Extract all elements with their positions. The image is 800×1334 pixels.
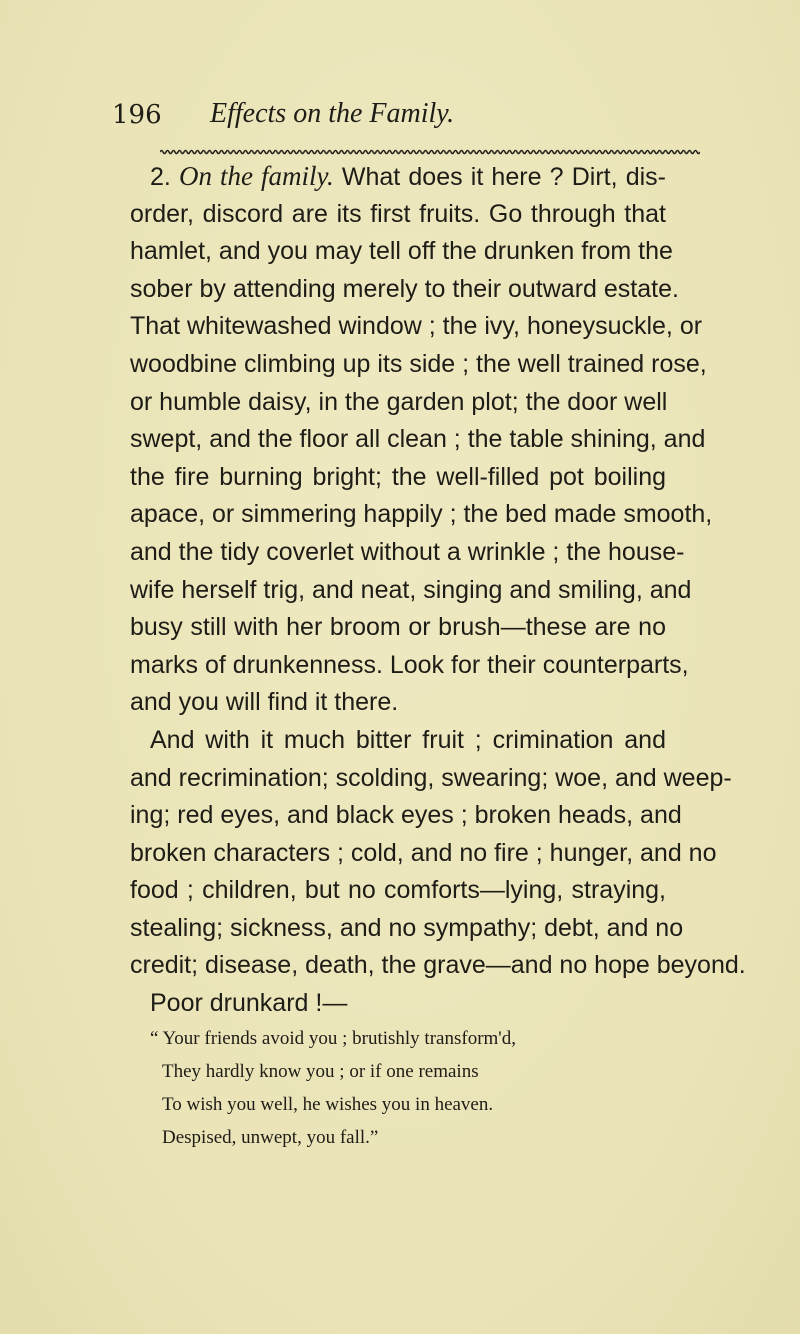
text-line — [130, 158, 666, 196]
text-line: and the tidy coverlet without a wrinkle ; the house- — [130, 537, 685, 566]
text-line: and recrimination; scolding, swearing; woe, and weep- — [130, 763, 732, 792]
text-line: hamlet, and you may tell off the drunken from the — [130, 237, 673, 266]
wavy-rule — [160, 146, 700, 158]
text-line: ing; red eyes, and black eyes ; broken heads, and — [130, 801, 682, 830]
text-line: swept, and the floor all clean ; the table shining, and — [130, 425, 706, 454]
poem-line: Despised, unwept, you fall.” — [162, 1127, 379, 1148]
text-line: wife herself trig, and neat, singing and smiling, and — [130, 575, 692, 604]
poem-line: They hardly know you ; or if one remains — [162, 1061, 479, 1082]
poem-line: To wish you well, he wishes you in heaven. — [162, 1094, 494, 1115]
text-line: woodbine climbing up its side ; the well trained rose, — [130, 349, 707, 378]
text-line: food ; children, but no comforts—lying, straying, — [130, 876, 666, 905]
text-line: or humble daisy, in the garden plot; the door well — [130, 387, 668, 416]
text-line: and you will find it there. — [130, 688, 399, 717]
running-title: Effects on the Family. — [210, 98, 455, 129]
text-line: the fire burning bright; the well-filled pot boiling — [130, 462, 666, 491]
text-line: apace, or simmering happily ; the bed made smooth, — [130, 500, 713, 529]
text-line: broken characters ; cold, and no fire ; hunger, and no — [130, 838, 717, 867]
poem-line: “ Your friends avoid you ; brutishly transform'd, — [150, 1028, 516, 1049]
text-line: And with it much bitter fruit ; crimination and — [150, 725, 666, 754]
text-line: Poor drunkard !— — [150, 989, 348, 1018]
text-line: That whitewashed window ; the ivy, honeysuckle, or — [130, 312, 703, 341]
poem-quotation — [150, 1022, 516, 1154]
section-number: 2. — [150, 163, 171, 191]
section-heading: On the family. — [179, 161, 334, 191]
body-text — [130, 158, 746, 1023]
text-line: order, discord are its first fruits. Go through that — [130, 199, 666, 228]
page-number: 196 — [112, 100, 162, 130]
text-line-content: What does it here ? Dirt, dis- — [341, 163, 666, 191]
text-line: credit; disease, death, the grave—and no hope beyond. — [130, 951, 746, 980]
text-line: stealing; sickness, and no sympathy; debt, and no — [130, 913, 684, 942]
text-line: marks of drunkenness. Look for their counterparts, — [130, 650, 689, 679]
text-line: sober by attending merely to their outward estate. — [130, 274, 679, 303]
text-line: busy still with her broom or brush—these are no — [130, 613, 666, 642]
